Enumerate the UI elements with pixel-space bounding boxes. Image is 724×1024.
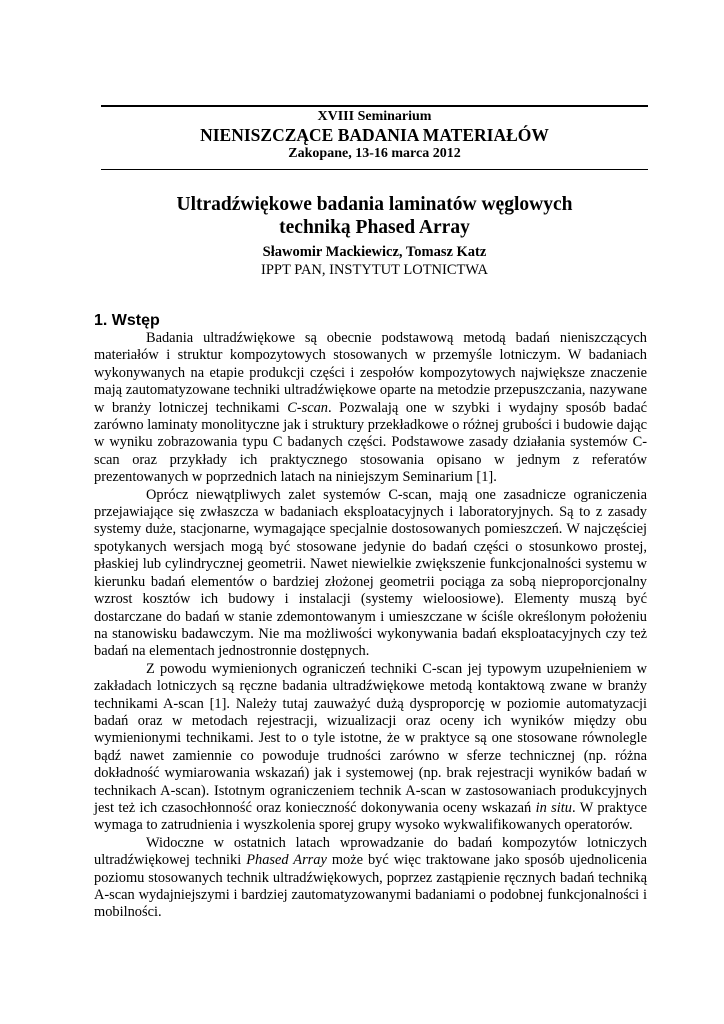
paragraph-4-emphasis: Phased Array [246, 852, 327, 869]
paragraph-3-text-b: . W praktyce wymaga to zatrudnienia i wyszkolenia sporej grupy wysoko wykwalifikowanych operatorów. [94, 799, 647, 834]
paragraph-4 [94, 835, 647, 922]
paragraph-3-emphasis: in situ [535, 799, 572, 816]
header-bottom-rule [101, 169, 648, 170]
paragraph-1 [94, 330, 647, 487]
section-body [94, 330, 647, 922]
paper-title-line-1: Ultradźwiękowe badania laminatów węglowych [176, 194, 573, 215]
paragraph-1-emphasis: C-scan [287, 399, 329, 416]
seminar-place-date: Zakopane, 13-16 marca 2012 [288, 146, 461, 161]
paragraph-4-text-b: może być więc traktowane jako sposób ujednolicenia poziomu stosowanych technik ultradźwiękowych, poprzez zastąpienie ręcznych badań techniką A-scan wydajniejszymi i bardziej zautomatyzowanymi badaniami o podobnej funkcjonalności i mobilności. [94, 852, 648, 921]
section-heading: 1. Wstęp [94, 312, 160, 329]
paper-title-line-2: techniką Phased Array [279, 217, 470, 238]
paragraph-2: Oprócz niewątpliwych zalet systemów C-scan, mają one zasadnicze ograniczenia przejawiające się zwłaszcza w badaniach eksploatacyjnych i laboratoryjnych. Są to z zasady systemy duże, stacjonarne, wymagające specjalnie dostosowanych pomieszczeń. W najczęściej spotykanych wersjach mogą być stosowane jedynie do badań części o stosunkowo prostej, płaskiej lub cylindrycznej geometrii. Nawet niewielkie zwiększenie funkcjonalności systemu w kierunku badań elementów o bardziej złożonej geometrii pociąga za sobą nieproporcjonalny wzrost kosztów ich budowy i instalacji (systemy wieloosiowe). Elementy muszą być dostarczane do badań w stanie zdemontowanym i umieszczane w ściśle określonym położeniu na stanowisku badawczym. Nie ma możliwości wykonywania badań eksploatacyjnych czy też badań na elementach jednostronnie dostępnych. [94, 486, 647, 660]
paragraph-1-text-a: Badania ultradźwiękowe są obecnie podstawową metodą badań nieniszczących materiałów i struktur kompozytowych stosowanych w przemyśle lotniczym. W badaniach wykonywanych na etapie produkcji części i zespołów kompozytowych największe znaczenie mają zautomatyzowane techniki ultradźwiękowe oparte na metodzie przepuszczania, nazywane w branży lotniczej technikami [94, 330, 647, 416]
paper-authors: Sławomir Mackiewicz, Tomasz Katz [262, 244, 487, 260]
paragraph-4-text-a: Widoczne w ostatnich latach wprowadzanie do badań kompozytów lotniczych ultradźwiękowej techniki [94, 834, 647, 869]
paper-title [101, 193, 648, 239]
paper-affiliation: IPPT PAN, INSTYTUT LOTNICTWA [261, 262, 488, 278]
paragraph-3 [94, 661, 647, 835]
paragraph-1-text-b: . Pozwalają one w szybki i wydajny sposób badać zarówno laminaty monolityczne jak i struktury przekładkowe o różnej grubości i budowie dając w wyniku zobrazowania typu C badanych części. Podstawowe zasady działania systemów C-scan oraz przykłady ich praktycznego stosowania opisano w jednym z referatów prezentowanych w poprzednich latach na niniejszym Seminarium [1]. [94, 399, 647, 486]
paragraph-3-text-a: Z powodu wymienionych ograniczeń techniki C-scan jej typowym uzupełnieniem w zakładach lotniczych są ręczne badania ultradźwiękowe metodą kontaktową zwane w branży technikami A-scan [1]. Należy tutaj zauważyć dużą dysproporcję w poziomie automatyzacji badań oraz w metodach rejestracji, wizualizacji oraz oceny ich wyników między obu wymienionymi technikami. Jest to o tyle istotne, że w praktyce są one stosowane równolegle bądź nawet zamiennie co powoduje trudności zarówno w sferze technicznej (np. różna dokładność wymiarowania wskazań) jak i systemowej (np. brak rejestracji wyników badań w technikach A-scan). Istotnym ograniczeniem technik A-scan w zastosowaniach produkcyjnych jest też ich czasochłonność oraz konieczność dokonywania oceny wskazań [94, 660, 647, 816]
header-top-rule [101, 105, 648, 107]
seminar-name: NIENISZCZĄCE BADANIA MATERIAŁÓW [200, 125, 549, 145]
conference-header [101, 108, 648, 163]
seminar-number: XVIII Seminarium [317, 109, 432, 124]
